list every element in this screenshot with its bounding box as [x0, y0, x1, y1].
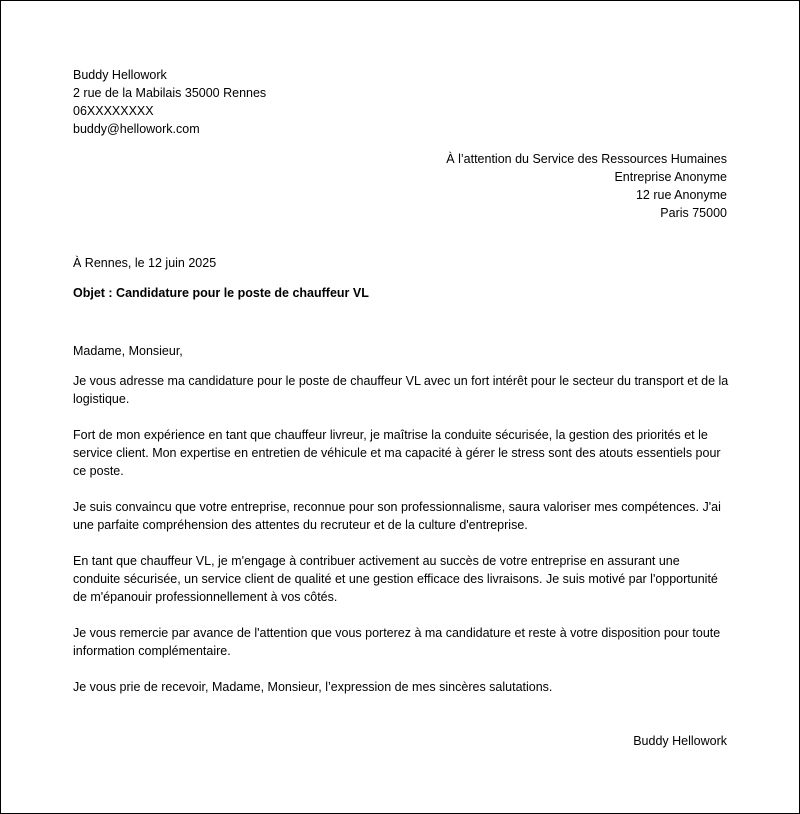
subject-line: Objet : Candidature pour le poste de chauffeur VL [73, 286, 369, 300]
date-line: À Rennes, le 12 juin 2025 [73, 256, 217, 270]
recipient-street: 12 rue Anonyme [635, 188, 727, 202]
recipient-attention: À l’attention du Service des Ressources Humaines [446, 152, 727, 166]
sender-block [73, 66, 473, 138]
body-paragraph: En tant que chauffeur VL, je m'engage à contribuer activement au succès de votre entreprise en assurant une conduite sécurisée, un service client de qualité et une gestion efficace des livraisons. Je suis motivé par l'opportunité de m'épanouir professionnellement à vos côtés. [73, 554, 718, 604]
salutation: Madame, Monsieur, [73, 344, 183, 358]
signature: Buddy Hellowork [633, 734, 727, 748]
closing-formula: Je vous prie de recevoir, Madame, Monsieur, l’expression de mes sincères salutations. [73, 680, 553, 694]
recipient-company: Entreprise Anonyme [614, 170, 727, 184]
letter-body [73, 342, 729, 696]
sender-email: buddy@hellowork.com [73, 122, 200, 136]
body-paragraph: Je vous adresse ma candidature pour le poste de chauffeur VL avec un fort intérêt pour le secteur du transport et de la logistique. [73, 374, 729, 406]
recipient-city: Paris 75000 [660, 206, 727, 220]
recipient-block [307, 150, 727, 222]
sender-phone: 06XXXXXXXX [73, 104, 154, 118]
sender-name: Buddy Hellowork [73, 68, 167, 82]
body-paragraph: Fort de mon expérience en tant que chauffeur livreur, je maîtrise la conduite sécurisée, la gestion des priorités et le service client. Mon expertise en entretien de véhicule et ma capacité à gérer le stress sont des atouts essentiels pour ce poste. [73, 428, 721, 478]
body-paragraph: Je suis convaincu que votre entreprise, reconnue pour son professionnalisme, saura valoriser mes compétences. J'ai une parfaite compréhension des attentes du recruteur et de la culture d'entreprise. [73, 500, 721, 532]
sender-address: 2 rue de la Mabilais 35000 Rennes [73, 86, 267, 100]
body-paragraph: Je vous remercie par avance de l'attention que vous porterez à ma candidature et reste à votre disposition pour toute information complémentaire. [73, 626, 721, 658]
